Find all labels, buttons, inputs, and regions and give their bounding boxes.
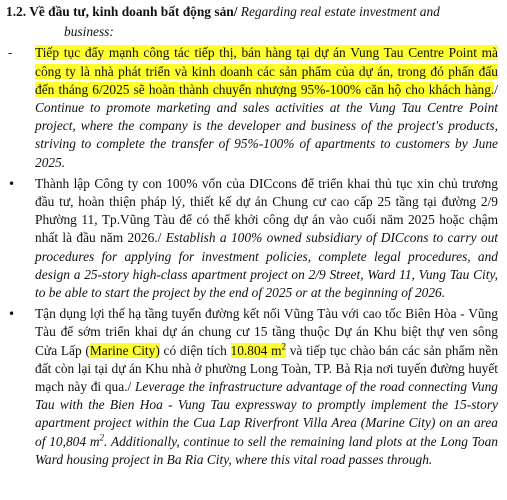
dash-bullet: - [8,46,13,61]
highlighted-text: 10.804 m [230,342,282,358]
list-item [6,305,498,469]
highlighted-text: Tiếp tục đẩy mạnh công tác tiếp thị, bán hàng tại dự án Vung Tau Centre Point mà công ty là nhà phát triển và kinh doanh các sản phẩm của dự án, trong đó phấn đấu đến tháng 6/2025 sẽ hoàn thành chuyển nhượng 95%-100% căn hộ cho khách hàng. [35,45,498,97]
superscript: 2 [281,341,286,352]
dot-bullet: • [8,176,16,191]
superscript: 2 [99,432,105,443]
section-title-en-continued: business: [64,24,114,40]
document-page [6,3,498,472]
list-item [6,44,498,171]
highlighted-text: Marine City) [89,342,160,358]
dot-bullet: • [8,307,16,322]
list-item [6,175,498,302]
section-title-en: Regarding real estate investment and [240,4,440,19]
vietnamese-text: Tận dụng lợi thế hạ tầng tuyến đường kết nối Vũng Tàu với cao tốc Biên Hòa - Vũng Tàu để sớm triển khai dự án chung cư 15 tầng thuộc Dự án Khu biệt thự ven sông Cửa Lấp ( [35,306,498,358]
highlighted-area [231,343,286,358]
english-text: Leverage the infrastructure advantage of the road connecting Vung Tau with the Bien Hoa - Vung Tau expressway to promptly implement the 15-story apartment project within the Cua Lap Riverfront Villa Area (Marine City) on an area of 10,804 m [35,379,498,449]
english-translation: Continue to promote marketing and sales activities at the Vung Tau Centre Point project, where the company is the developer and business of the project's products, striving to complete the transfer of 95%-100% of apartments to customers by June 2025. [35,100,498,170]
vietnamese-text: có diện tích [159,342,231,358]
english-translation: Establish a 100% owned subsidiary of DICcons to carry out procedures for applying for investment policies, complete legal procedures, and design a 25-story high-class apartment project on 2/9 Street, Ward 11, Vung Tau City, to be able to start the project by the end of 2025 or at the beginning of 2026. [35,230,498,301]
vietnamese-text: Thành lập Công ty con 100% vốn của DICcons để triển khai thủ tục xin chủ trương đầu tư, hoàn thiện pháp lý, thiết kế dự án Chung cư cao cấp 25 tầng tại đường 2/9 Phường 11, Tp.Vũng Tàu để có thể khởi công dự án vào cuối năm 2025 hoặc chậm nhất là đầu năm 2026./ [35,175,498,246]
slash-separator: / [494,81,498,97]
section-heading [6,3,498,21]
english-text: . Additionally, continue to sell the remaining land plots at the Long Toan Ward housing project in Ba Ria City, where this vital road passes through. [35,433,499,467]
section-title-vi: 1.2. Về đầu tư, kinh doanh bất động sản/ [6,4,238,19]
vietnamese-text: và tiếp tục chào bán các sản phẩm nền đất còn lại tại dự án Khu nhà ở phường Long Toàn, TP. Bà Rịa nơi tuyến đường huyết mạch này đi qua./ [35,342,499,395]
